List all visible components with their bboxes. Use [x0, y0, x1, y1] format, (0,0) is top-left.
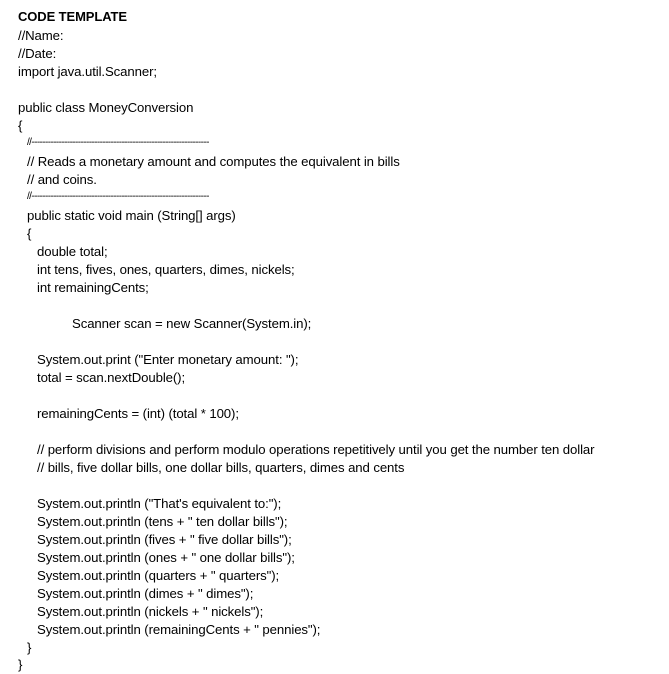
code-line-name-comment: //Name: [18, 28, 64, 43]
code-line-comment-instructions-cont: // bills, five dollar bills, one dollar bills, quarters, dimes and cents [37, 460, 405, 475]
code-line-class-close-brace: } [18, 657, 23, 672]
code-line-main-close-brace: } [27, 640, 32, 655]
code-line-comment-divider-bottom: //----------------------------------------------------------------- [27, 191, 209, 202]
code-line-println-pennies: System.out.println (remainingCents + " pennies"); [37, 622, 321, 637]
code-line-main-open-brace: { [27, 226, 32, 241]
code-line-remaining-cents-assign: remainingCents = (int) (total * 100); [37, 406, 239, 421]
code-line-println-header: System.out.println ("That's equivalent to:"); [37, 496, 282, 511]
code-line-comment-description: // Reads a monetary amount and computes the equivalent in bills [27, 154, 400, 169]
code-line-comment-instructions: // perform divisions and perform modulo operations repetitively until you get the number ten dollar [37, 442, 595, 457]
code-line-println-dimes: System.out.println (dimes + " dimes"); [37, 586, 254, 601]
code-line-println-nickels: System.out.println (nickels + " nickels"); [37, 604, 264, 619]
code-line-remaining-cents-declaration: int remainingCents; [37, 280, 149, 295]
code-line-comment-divider-top: //----------------------------------------------------------------- [27, 137, 209, 148]
code-line-import: import java.util.Scanner; [18, 64, 157, 79]
code-line-int-declarations: int tens, fives, ones, quarters, dimes, nickels; [37, 262, 295, 277]
code-line-class-declaration: public class MoneyConversion [18, 100, 194, 115]
code-line-println-tens: System.out.println (tens + " ten dollar bills"); [37, 514, 288, 529]
code-line-date-comment: //Date: [18, 46, 57, 61]
code-line-comment-description-cont: // and coins. [27, 172, 97, 187]
code-line-class-open-brace: { [18, 118, 23, 133]
code-line-read-total: total = scan.nextDouble(); [37, 370, 186, 385]
code-line-print-prompt: System.out.print ("Enter monetary amount: "); [37, 352, 299, 367]
code-line-println-ones: System.out.println (ones + " one dollar bills"); [37, 550, 295, 565]
document-title: CODE TEMPLATE [18, 9, 127, 24]
code-line-main-declaration: public static void main (String[] args) [27, 208, 236, 223]
code-line-total-declaration: double total; [37, 244, 108, 259]
code-line-scanner: Scanner scan = new Scanner(System.in); [72, 316, 312, 331]
code-line-println-quarters: System.out.println (quarters + " quarters"); [37, 568, 280, 583]
code-line-println-fives: System.out.println (fives + " five dollar bills"); [37, 532, 292, 547]
